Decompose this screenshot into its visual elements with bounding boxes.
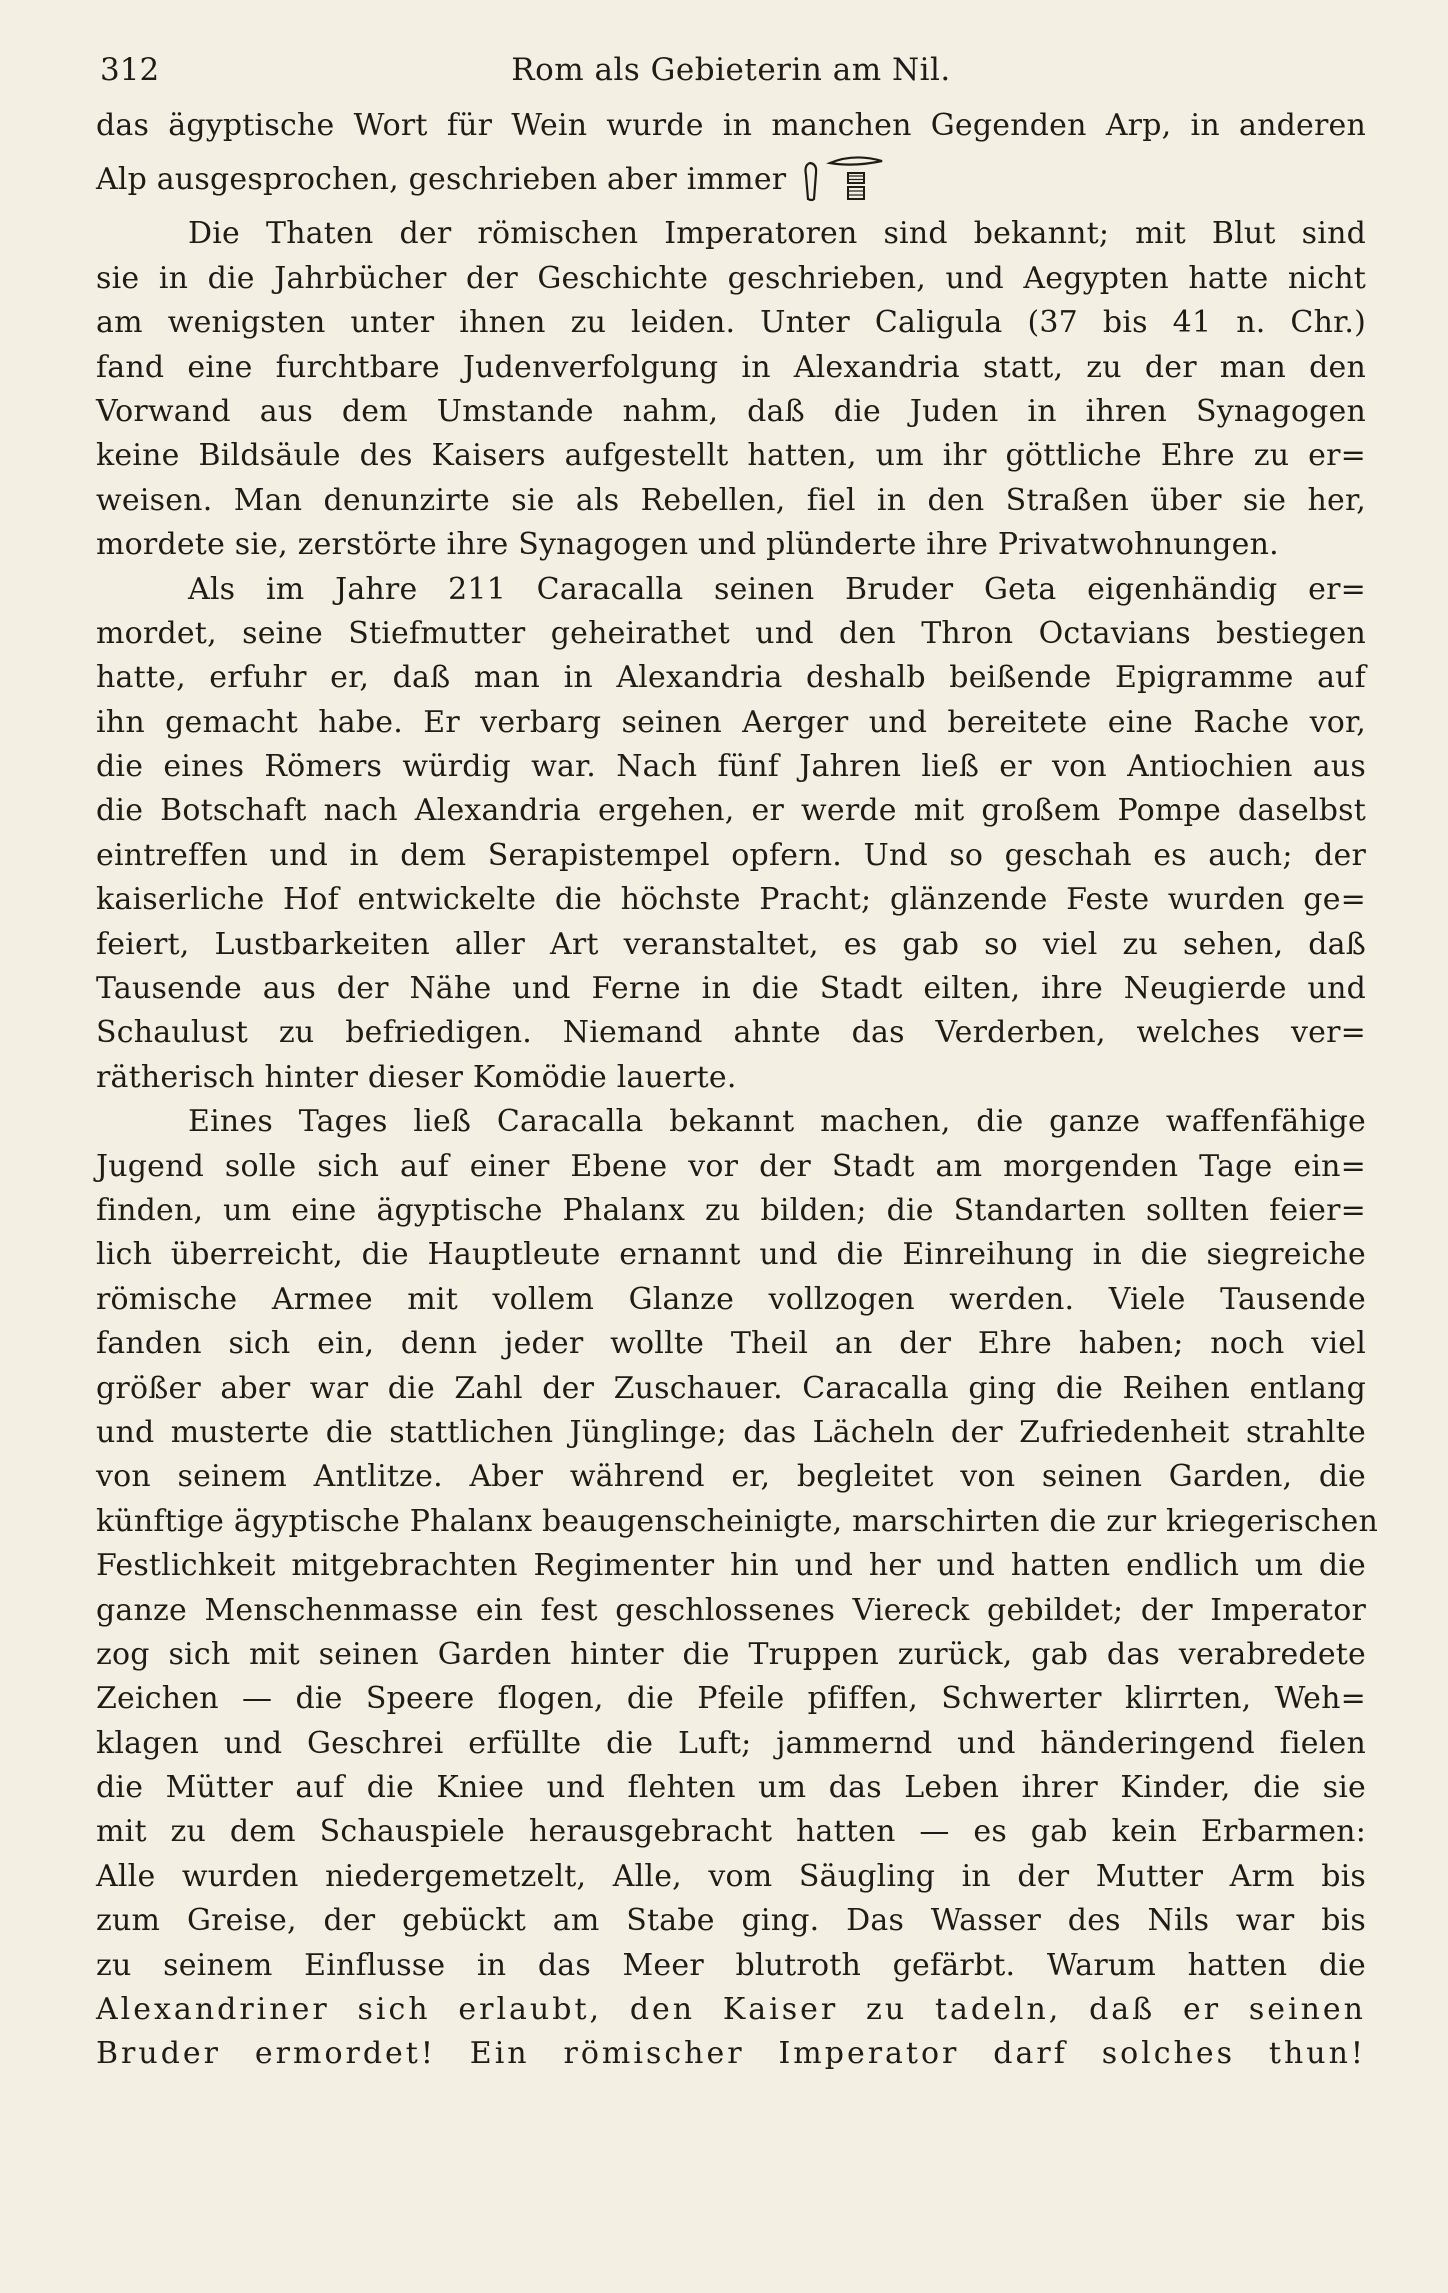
- text-line: Eines Tages ließ Caracalla bekannt machen, die ganze waffenfähige: [188, 1104, 1366, 1140]
- text-line: römische Armee mit vollem Glanze vollzogen werden. Viele Tausende: [96, 1281, 1366, 1317]
- text-line: und musterte die stattlichen Jünglinge; das Lächeln der Zufriedenheit strahlte: [96, 1414, 1366, 1450]
- text-line: Jugend solle sich auf einer Ebene vor der Stadt am morgenden Tage ein=: [96, 1148, 1366, 1184]
- hieroglyph-wine-icon: [800, 151, 890, 211]
- text-line: von seinem Antlitze. Aber während er, begleitet von seinen Garden, die: [96, 1459, 1366, 1495]
- text-line: kaiserliche Hof entwickelte die höchste Pracht; glänzende Feste wurden ge=: [96, 882, 1366, 918]
- text-line: lich überreicht, die Hauptleute ernannt und die Einreihung in die siegreiche: [96, 1237, 1366, 1273]
- text-line: feiert, Lustbarkeiten aller Art veranstaltet, es gab so viel zu sehen, daß: [96, 926, 1366, 962]
- running-title: Rom als Gebieterin am Nil.: [511, 52, 951, 88]
- text-line: mit zu dem Schauspiele herausgebracht hatten — es gab kein Erbarmen:: [96, 1814, 1366, 1850]
- text-line: weisen. Man denunzirte sie als Rebellen, fiel in den Straßen über sie her,: [96, 482, 1366, 518]
- text-line: keine Bildsäule des Kaisers aufgestellt hatten, um ihr göttliche Ehre zu er=: [96, 438, 1366, 474]
- page-header: [96, 48, 1366, 104]
- text-line: größer aber war die Zahl der Zuschauer. Caracalla ging die Reihen entlang: [96, 1370, 1366, 1406]
- text-line: Bruder ermordet! Ein römischer Imperator darf solches thun!: [96, 2036, 1366, 2072]
- text-line-with-hieroglyph: [96, 148, 1366, 212]
- text-line: ganze Menschenmasse ein fest geschlossenes Viereck gebildet; der Imperator: [96, 1592, 1366, 1628]
- text-line: hatte, erfuhr er, daß man in Alexandria deshalb beißende Epigramme auf: [96, 660, 1366, 696]
- text-line: Alexandriner sich erlaubt, den Kaiser zu tadeln, daß er seinen: [96, 1992, 1366, 2028]
- text-line: Festlichkeit mitgebrachten Regimenter hin und her und hatten endlich um die: [96, 1548, 1366, 1584]
- text-line: rätherisch hinter dieser Komödie lauerte.: [96, 1059, 737, 1095]
- text-line: die eines Römers würdig war. Nach fünf Jahren ließ er von Antiochien aus: [96, 749, 1366, 785]
- body-text: [96, 104, 1378, 2077]
- text-line: finden, um eine ägyptische Phalanx zu bilden; die Standarten sollten feier=: [96, 1192, 1366, 1228]
- text-line: Tausende aus der Nähe und Ferne in die Stadt eilten, ihre Neugierde und: [96, 971, 1366, 1007]
- text-line: fand eine furchtbare Judenverfolgung in Alexandria statt, zu der man den: [96, 349, 1366, 385]
- text-line: fanden sich ein, denn jeder wollte Theil an der Ehre haben; noch viel: [96, 1326, 1366, 1362]
- text-line: künftige ägyptische Phalanx beaugenscheinigte, marschirten die zur kriegerischen: [96, 1503, 1378, 1539]
- text-line: ihn gemacht habe. Er verbarg seinen Aerger und bereitete eine Rache vor,: [96, 704, 1366, 740]
- text-line: die Mütter auf die Kniee und flehten um das Leben ihrer Kinder, die sie: [96, 1770, 1366, 1806]
- text-line: mordete sie, zerstörte ihre Synagogen und plünderte ihre Privatwohnungen.: [96, 527, 1279, 563]
- text-line: am wenigsten unter ihnen zu leiden. Unter Caligula (37 bis 41 n. Chr.): [96, 305, 1366, 341]
- text-line: zum Greise, der gebückt am Stabe ging. Das Wasser des Nils war bis: [96, 1903, 1366, 1939]
- text-line: sie in die Jahrbücher der Geschichte geschrieben, und Aegypten hatte nicht: [96, 260, 1366, 296]
- text-line: Die Thaten der römischen Imperatoren sind bekannt; mit Blut sind: [188, 216, 1366, 252]
- text-line: Als im Jahre 211 Caracalla seinen Bruder Geta eigenhändig er=: [188, 571, 1366, 607]
- text-line: Vorwand aus dem Umstande nahm, daß die Juden in ihren Synagogen: [96, 393, 1366, 429]
- text-line: Zeichen — die Speere flogen, die Pfeile pfiffen, Schwerter klirrten, Weh=: [96, 1681, 1366, 1717]
- text-line: Alp ausgesprochen, geschrieben aber immer: [96, 162, 787, 198]
- text-line: zog sich mit seinen Garden hinter die Truppen zurück, gab das verabredete: [96, 1636, 1366, 1672]
- book-page: [96, 48, 1378, 2077]
- text-line: klagen und Geschrei erfüllte die Luft; jammernd und händeringend fielen: [96, 1725, 1366, 1761]
- text-line: die Botschaft nach Alexandria ergehen, er werde mit großem Pompe daselbst: [96, 793, 1366, 829]
- text-line: Alle wurden niedergemetzelt, Alle, vom Säugling in der Mutter Arm bis: [96, 1858, 1366, 1894]
- page-number: 312: [100, 52, 160, 88]
- text-line: mordet, seine Stiefmutter geheirathet und den Thron Octavians bestiegen: [96, 615, 1366, 651]
- text-line: zu seinem Einflusse in das Meer blutroth gefärbt. Warum hatten die: [96, 1947, 1366, 1983]
- text-line: das ägyptische Wort für Wein wurde in manchen Gegenden Arp, in anderen: [96, 108, 1366, 143]
- text-line: eintreffen und in dem Serapistempel opfern. Und so geschah es auch; der: [96, 837, 1366, 873]
- text-line: Schaulust zu befriedigen. Niemand ahnte das Verderben, welches ver=: [96, 1015, 1366, 1051]
